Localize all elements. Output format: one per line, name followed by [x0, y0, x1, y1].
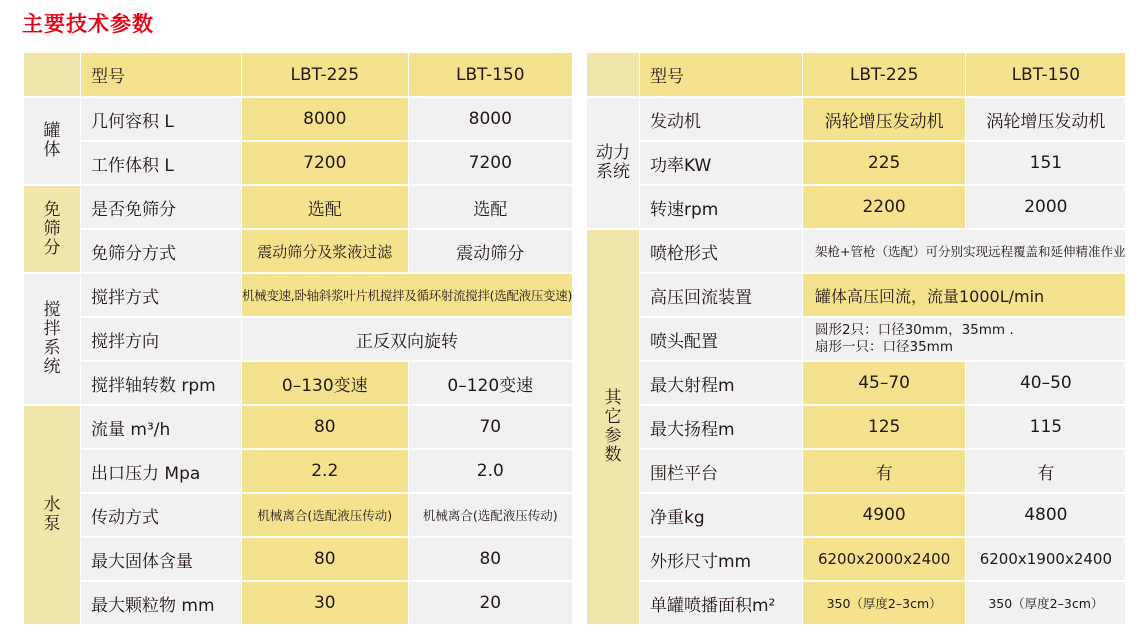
- row-value-lbt150: 40–50: [966, 362, 1126, 406]
- table-row: [587, 494, 1126, 538]
- row-value-lbt225: 0–130变速: [242, 362, 409, 406]
- row-value-lbt150: 6200x1900x2400: [966, 538, 1126, 582]
- row-label: 最大射程m: [640, 362, 803, 406]
- row-label: 最大颗粒物 mm: [81, 582, 242, 626]
- row-label: 净重kg: [640, 494, 803, 538]
- table-row: [587, 274, 1126, 318]
- row-label: 单罐喷播面积m²: [640, 582, 803, 626]
- table-row: [24, 142, 573, 186]
- header-col-lbt150: LBT-150: [409, 53, 574, 98]
- table-row: [587, 142, 1126, 186]
- row-label: 功率KW: [640, 142, 803, 186]
- table-row: [587, 230, 1126, 274]
- row-label: 最大固体含量: [81, 538, 242, 582]
- row-value-merged: 架枪+管枪（选配）可分别实现远程覆盖和延伸精准作业: [803, 230, 1126, 274]
- row-value-lbt150: 震动筛分: [409, 230, 574, 274]
- row-value-lbt150: 2000: [966, 186, 1126, 230]
- row-value-lbt150: 70: [409, 406, 574, 450]
- row-value-lbt150: 350（厚度2–3cm）: [966, 582, 1126, 626]
- group-label-screening: 免 筛 分: [24, 186, 81, 274]
- row-value-lbt225: 有: [803, 450, 966, 494]
- group-label-other-params: 其 它 参 数: [587, 230, 640, 626]
- row-value-merged: 机械变速,卧轴斜浆叶片机搅拌及循环射流搅拌(选配液压变速): [242, 274, 573, 318]
- table-row: [587, 582, 1126, 626]
- row-value-lbt225: 2.2: [242, 450, 409, 494]
- table-row: [587, 318, 1126, 362]
- row-value-lbt150: 0–120变速: [409, 362, 574, 406]
- row-value-lbt225: 8000: [242, 98, 409, 142]
- table-row: [24, 318, 573, 362]
- row-label: 是否免筛分: [81, 186, 242, 230]
- row-value-lbt225: 7200: [242, 142, 409, 186]
- table-header-row: [587, 53, 1126, 98]
- group-label-mixing: 搅 拌 系 统: [24, 274, 81, 406]
- group-label-pump: 水 泵: [24, 406, 81, 626]
- row-label: 流量 m³/h: [81, 406, 242, 450]
- row-value-lbt225: 选配: [242, 186, 409, 230]
- row-label: 围栏平台: [640, 450, 803, 494]
- header-col-lbt150: LBT-150: [966, 53, 1126, 98]
- row-value-lbt225: 45–70: [803, 362, 966, 406]
- table-row: [587, 450, 1126, 494]
- row-label: 高压回流装置: [640, 274, 803, 318]
- table-header-row: [24, 53, 573, 98]
- header-model-label: 型号: [640, 53, 803, 98]
- page-title: 主要技术参数: [22, 12, 154, 36]
- row-value-lbt225: 涡轮增压发动机: [803, 98, 966, 142]
- table-row: [587, 406, 1126, 450]
- row-label: 工作体积 L: [81, 142, 242, 186]
- row-label: 喷枪形式: [640, 230, 803, 274]
- row-value-merged: 圆形2只：口径30mm，35mm . 扇形一只：口径35mm: [803, 318, 1126, 362]
- row-label: 搅拌轴转数 rpm: [81, 362, 242, 406]
- header-corner-cell: [587, 53, 640, 98]
- row-value-lbt225: 30: [242, 582, 409, 626]
- row-value-merged: 正反双向旋转: [242, 318, 573, 362]
- left-spec-table: [24, 53, 573, 626]
- table-row: [587, 362, 1126, 406]
- row-value-lbt225: 机械离合(选配液压传动): [242, 494, 409, 538]
- row-value-lbt225: 80: [242, 406, 409, 450]
- table-row: [587, 186, 1126, 230]
- table-row: [24, 494, 573, 538]
- row-value-merged: 罐体高压回流，流量1000L/min: [803, 274, 1126, 318]
- row-value-lbt225: 4900: [803, 494, 966, 538]
- row-value-lbt150: 2.0: [409, 450, 574, 494]
- row-value-lbt150: 选配: [409, 186, 574, 230]
- row-label: 出口压力 Mpa: [81, 450, 242, 494]
- table-row: [24, 230, 573, 274]
- row-value-lbt150: 有: [966, 450, 1126, 494]
- group-label-power-system: 动力 系统: [587, 98, 640, 230]
- row-label: 转速rpm: [640, 186, 803, 230]
- row-value-lbt150: 4800: [966, 494, 1126, 538]
- row-value-lbt225: 80: [242, 538, 409, 582]
- row-label: 喷头配置: [640, 318, 803, 362]
- row-label: 免筛分方式: [81, 230, 242, 274]
- row-value-lbt150: 涡轮增压发动机: [966, 98, 1126, 142]
- row-value-lbt225: 125: [803, 406, 966, 450]
- row-value-lbt150: 20: [409, 582, 574, 626]
- row-value-lbt150: 151: [966, 142, 1126, 186]
- row-label: 外形尺寸mm: [640, 538, 803, 582]
- table-row: [24, 186, 573, 230]
- row-label: 几何容积 L: [81, 98, 242, 142]
- row-value-lbt150: 80: [409, 538, 574, 582]
- row-value-lbt150: 115: [966, 406, 1126, 450]
- row-value-lbt225: 震动筛分及浆液过滤: [242, 230, 409, 274]
- table-row: [587, 98, 1126, 142]
- group-label-tank: 罐 体: [24, 98, 81, 186]
- table-row: [587, 538, 1126, 582]
- header-col-lbt225: LBT-225: [242, 53, 409, 98]
- header-col-lbt225: LBT-225: [803, 53, 966, 98]
- table-row: [24, 582, 573, 626]
- right-spec-table: [587, 53, 1126, 626]
- header-corner-cell: [24, 53, 81, 98]
- row-label: 搅拌方向: [81, 318, 242, 362]
- row-value-lbt150: 7200: [409, 142, 574, 186]
- row-label: 传动方式: [81, 494, 242, 538]
- row-value-lbt150: 机械离合(选配液压传动): [409, 494, 574, 538]
- row-value-lbt225: 6200x2000x2400: [803, 538, 966, 582]
- table-row: [24, 450, 573, 494]
- table-row: [24, 406, 573, 450]
- table-row: [24, 538, 573, 582]
- row-value-lbt225: 225: [803, 142, 966, 186]
- row-label: 搅拌方式: [81, 274, 242, 318]
- table-row: [24, 274, 573, 318]
- row-value-lbt225: 2200: [803, 186, 966, 230]
- row-label: 最大扬程m: [640, 406, 803, 450]
- table-row: [24, 362, 573, 406]
- header-model-label: 型号: [81, 53, 242, 98]
- table-row: [24, 98, 573, 142]
- row-value-lbt150: 8000: [409, 98, 574, 142]
- row-value-lbt225: 350（厚度2–3cm）: [803, 582, 966, 626]
- row-label: 发动机: [640, 98, 803, 142]
